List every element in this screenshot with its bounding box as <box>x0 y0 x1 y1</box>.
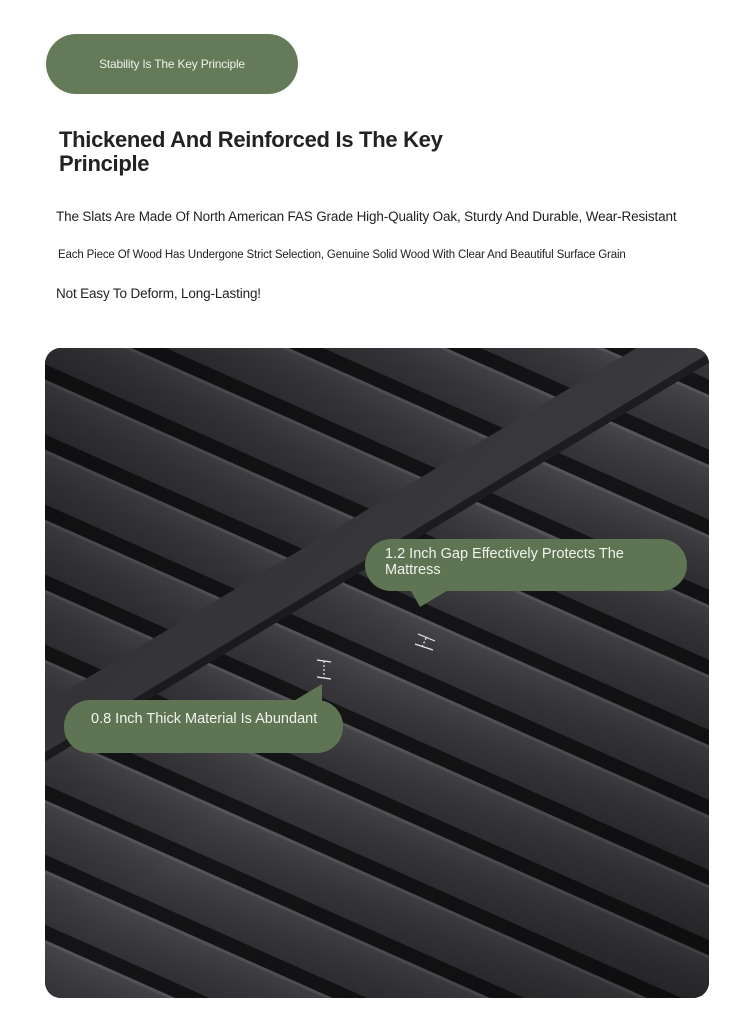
thickness-callout-text: 0.8 Inch Thick Material Is Abundant <box>91 711 318 727</box>
badge-label: Stability Is The Key Principle <box>99 57 245 71</box>
thickness-callout <box>64 700 343 753</box>
slats-illustration <box>45 348 709 998</box>
page-title: Thickened And Reinforced Is The Key Principle <box>59 127 443 176</box>
description-line-1: The Slats Are Made Of North American FAS Grade High-Quality Oak, Sturdy And Durable, Wear-Resistant <box>56 209 677 224</box>
section-badge <box>46 34 298 94</box>
gap-callout <box>365 539 687 591</box>
description-line-2: Each Piece Of Wood Has Undergone Strict Selection, Genuine Solid Wood With Clear And Beautiful Surface Grain <box>58 249 626 261</box>
bed-slats-photo <box>45 348 709 998</box>
gap-callout-text: 1.2 Inch Gap Effectively Protects The Mattress <box>385 546 624 578</box>
description-line-3: Not Easy To Deform, Long-Lasting! <box>56 286 261 301</box>
gap-callout-pointer <box>410 589 450 607</box>
thickness-callout-pointer <box>292 684 322 702</box>
